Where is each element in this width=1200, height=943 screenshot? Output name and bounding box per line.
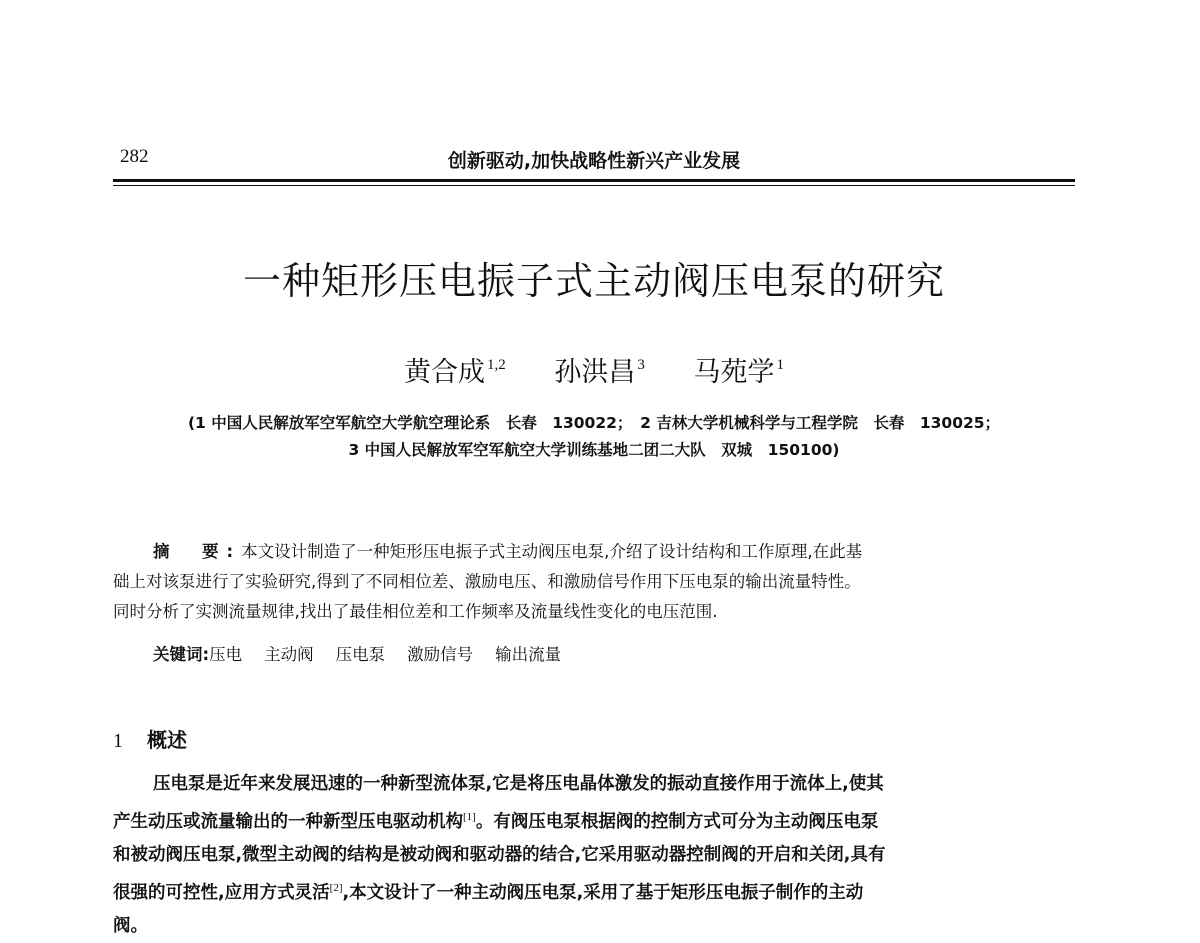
abstract [113, 537, 1075, 627]
body-text: 压电泵是近年来发展迅速的一种新型流体泵,它是将压电晶体激发的振动直接作用于流体上,使其 [153, 774, 884, 794]
affiliation-line: (1 中国人民解放军空军航空大学航空理论系 长春 130022； 2 吉林大学机械科学与工程学院 长春 130025； [187, 414, 1001, 432]
paper-title: 一种矩形压电振子式主动阀压电泵的研究 [242, 259, 945, 303]
author-name: 黄合成 [404, 357, 486, 388]
abstract-line [113, 537, 1075, 567]
keyword: 主动阀 [264, 645, 314, 664]
keyword: 压电泵 [335, 645, 386, 664]
section-number: 1 [113, 730, 123, 752]
author-affiliation-mark: 3 [637, 357, 645, 373]
keywords [153, 641, 583, 665]
body-text: 。有阀压电泵根据阀的控制方式可分为主动阀压电泵 [475, 812, 879, 832]
body-text: 产生动压或流量输出的一种新型压电驱动机构 [113, 812, 463, 832]
affiliation-line: 3 中国人民解放军空军航空大学训练基地二团二大队 双城 150100) [348, 441, 840, 459]
abstract-line: 同时分析了实测流量规律,找出了最佳相位差和工作频率及流量线性变化的电压范围. [113, 602, 718, 621]
author-affiliation-mark: 1 [776, 357, 784, 373]
keywords-label: 关键词: [153, 645, 210, 664]
section-body [113, 768, 1075, 943]
body-line [113, 768, 1075, 801]
header-rule-thick [113, 179, 1075, 182]
author-affiliation-mark: 1,2 [487, 357, 506, 373]
author-2 [554, 350, 645, 389]
author-list [113, 350, 1075, 389]
body-text: 很强的可控性,应用方式灵活 [113, 883, 330, 903]
author-1 [404, 350, 506, 389]
body-line [113, 801, 1075, 839]
running-header-title: 创新驱动,加快战略性新兴产业发展 [447, 150, 741, 172]
page-number: 282 [120, 146, 149, 167]
citation-mark: [1] [463, 811, 476, 823]
keyword: 激励信号 [407, 645, 474, 664]
body-line [113, 910, 1075, 943]
abstract-label: 摘 要: [153, 542, 242, 561]
body-line [113, 839, 1075, 872]
body-text: ,本文设计了一种主动阀压电泵,采用了基于矩形压电振子制作的主动 [342, 883, 864, 903]
keyword: 输出流量 [495, 645, 562, 664]
section-title: 概述 [147, 728, 187, 752]
body-text: 和被动阀压电泵,微型主动阀的结构是被动阀和驱动器的结合,它采用驱动器控制阀的开启和关闭,具有 [113, 845, 886, 865]
abstract-text: 本文设计制造了一种矩形压电振子式主动阀压电泵,介绍了设计结构和工作原理,在此基 [241, 542, 863, 561]
header-rule-thin [113, 185, 1075, 186]
citation-mark: [2] [329, 882, 343, 894]
author-name: 马苑学 [693, 357, 775, 388]
body-text: 阀。 [113, 916, 148, 936]
keyword: 压电 [209, 645, 243, 664]
author-name: 孙洪昌 [554, 357, 636, 388]
abstract-line: 础上对该泵进行了实验研究,得到了不同相位差、激励电压、和激励信号作用下压电泵的输出流量特性。 [113, 572, 861, 591]
running-header [113, 146, 1075, 174]
affiliations [113, 410, 1075, 464]
author-3 [693, 350, 784, 389]
body-line [113, 872, 1075, 910]
section-heading [113, 724, 187, 753]
